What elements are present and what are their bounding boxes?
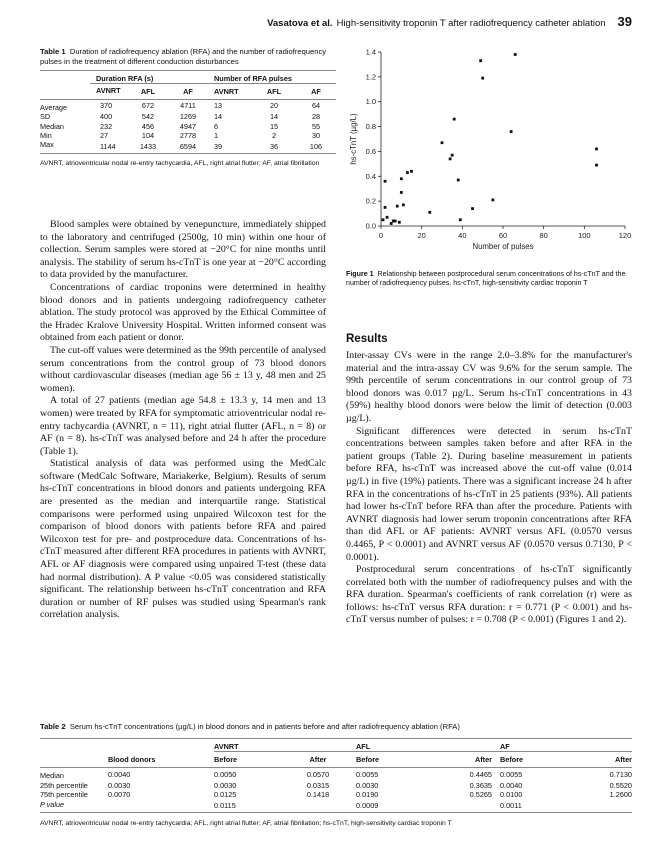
cell: 1144: [100, 141, 116, 151]
table2-col-header: After: [309, 755, 327, 765]
table1-col-header: AFL: [140, 86, 156, 96]
cell: 0.1418: [306, 790, 330, 800]
results-heading: Results: [346, 333, 388, 345]
scatter-point: [406, 171, 409, 174]
table2-col-header: Before: [500, 755, 524, 765]
figure1-scatter: [343, 44, 639, 264]
table2-col-header: Before: [214, 755, 238, 765]
cell: 0.0009: [356, 801, 379, 811]
cell: 106: [309, 141, 323, 151]
scatter-point: [428, 211, 431, 214]
x-tick-label: 40: [458, 231, 467, 240]
table1-caption: [40, 47, 336, 67]
row-label: P value: [40, 799, 65, 809]
cell: 0.0030: [356, 780, 379, 790]
y-axis-label: hs-cTnT (µg/L): [349, 113, 358, 165]
cell: 14: [269, 112, 279, 122]
cell: 0.0125: [214, 790, 237, 800]
cell: 14: [214, 112, 223, 122]
scatter-point: [514, 53, 517, 56]
row-label: Average: [40, 102, 68, 112]
table2-group-af: AF: [500, 739, 632, 752]
scatter-point: [400, 177, 403, 180]
table1-group-pulses: Number of RFA pulses: [208, 71, 336, 84]
scatter-point: [471, 207, 474, 210]
scatter-point: [410, 170, 413, 173]
figure1-caption-text: Relationship between postprocedural serum concentrations of hs-cTnT and the number of radiofrequency pulses. hs-cTnT, high-sensitivity cardiac troponin T: [346, 270, 626, 288]
row-label: Median: [40, 771, 64, 781]
row-label: 75th percentile: [40, 790, 88, 800]
table1-footnote: AVNRT, atrioventricular nodal re-entry tachycardia, AFL, right atrial flutter; AF, atrial fibrillation: [40, 159, 320, 167]
table-row: [40, 131, 336, 140]
cell: 15: [269, 121, 279, 131]
cell: 13: [214, 101, 223, 111]
paragraph: Blood samples were obtained by venepuncture, immediately shipped to the laboratory and centrifuged (2500g, 10 min) within one hour of collection. Serum samples were stored at −20°C for nine months until analysis. The stability of serum hs-cTnT is one year at −20°C according to data provided by the manufacturer.: [40, 219, 326, 281]
scatter-point: [390, 222, 393, 225]
cell: 0.0040: [108, 769, 131, 779]
y-tick-label: 0.2: [365, 196, 376, 206]
cell: 0.0055: [500, 769, 523, 779]
scatter-point: [481, 77, 484, 80]
cell: 0.0055: [356, 769, 379, 779]
page-number: 39: [617, 14, 632, 29]
cell: 0.3635: [469, 780, 492, 790]
cell: 0.0040: [500, 780, 523, 790]
scatter-point: [396, 205, 399, 208]
table-row: [40, 122, 336, 131]
cell: 64: [311, 101, 321, 111]
scatter-point: [384, 180, 387, 183]
scatter-point: [451, 154, 454, 157]
table2-col-header: Before: [356, 755, 380, 765]
cell: 1: [214, 131, 219, 141]
cell: 0.0050: [214, 769, 237, 779]
table2-caption: [40, 722, 632, 732]
cell: 400: [100, 112, 113, 122]
cell: 0.5265: [469, 790, 492, 800]
y-tick-label: 0.8: [365, 122, 376, 132]
table1-col-header: AVNRT: [96, 86, 121, 96]
figure1-label: Figure 1: [346, 270, 374, 278]
scatter-point: [449, 157, 452, 160]
scatter-point: [595, 164, 598, 167]
right-column: [346, 350, 632, 627]
cell: 0.7130: [609, 769, 632, 779]
y-tick-label: 1.4: [365, 47, 376, 57]
x-tick-label: 80: [539, 231, 548, 240]
cell: 672: [141, 101, 155, 111]
paragraph: The cut-off values were determined as the 99th percentile of analysed serum concentrations from the control group of 73 blood donors without cardiovascular diseases (median age 56 ± 13 y, 48 men and 25 women).: [40, 344, 326, 394]
row-label: SD: [40, 112, 51, 122]
cell: 6594: [179, 141, 197, 151]
table1: [40, 47, 336, 168]
cell: 28: [311, 112, 321, 122]
y-tick-label: 0.4: [365, 171, 376, 181]
paragraph: A total of 27 patients (median age 54.8 ± 13.3 y, 14 men and 13 women) were treated by RFA for symptomatic atrioventricular nodal re-entry tachycardia (AVNRT, n = 11), right atrial flutter (AFL, n = 8) or AF (n = 8). hs-cTnT was analysed before and 24 h after the procedure (Table 1).: [40, 395, 326, 457]
scatter-point: [459, 218, 462, 221]
table2-col-header: After: [614, 755, 632, 765]
x-tick-label: 60: [498, 231, 508, 240]
scatter-point: [400, 191, 403, 194]
cell: 370: [100, 101, 113, 111]
x-tick-label: 0: [378, 231, 384, 240]
cell: 0.4465: [469, 769, 492, 779]
cell: 0.0011: [500, 801, 522, 811]
scatter-point: [491, 199, 494, 202]
table2-grid: [40, 738, 632, 813]
header-title: High-sensitivity troponin T after radiofrequency catheter ablation: [336, 18, 606, 29]
table1-caption-text: Duration of radiofrequency ablation (RFA) and the number of radiofrequency pulses in the treatment of different conduction disturbances: [40, 47, 327, 66]
y-tick-label: 1.2: [365, 72, 376, 82]
running-header: [40, 14, 632, 32]
table2-group-afl: AFL: [356, 739, 500, 752]
cell: 6: [214, 121, 219, 131]
cell: 542: [141, 112, 155, 122]
cell: 0.0100: [500, 790, 523, 800]
cell: 4711: [180, 101, 196, 111]
paragraph: Significant differences were detected in serum hs-cTnT concentrations between samples taken before and after RFA in the patient groups (Table 2). During baseline measurement in patients before RFA, hs-cTnT was increased above the cut-off value (0.014 µg/L) in five (19%) patients. There was a significant increase 24 h after RFA in the concentrations of hs-cTnT in 25 patients (93%). All patients had lower hs-cTnT before RFA than after the procedure. Patients with AVNRT diagnosis had lower serum troponin concentrations after RFA than did AFL or AF patients: AVNRT versus AFL (0.0570 versus 0.4465, P < 0.0001) and AVNRT versus AF (0.0570 versus 0.7130, P < 0.0001).: [346, 425, 632, 563]
cell: 456: [141, 121, 155, 131]
row-label: Max: [40, 140, 54, 150]
cell: 0.0570: [306, 769, 330, 779]
table-row: [40, 99, 336, 112]
paragraph: Inter-assay CVs were in the range 2.0–3.8% for the manufacturer's material and the intra-assay CV was 9.6% for the serum sample. The 99th percentile of serum concentrations in our control group of 73 blood donors was 0.017 µg/L. Serum hs-cTnT concentrations in 43 (59%) healthy blood donors were below the limit of detection (0.003 µg/L).: [346, 350, 632, 424]
cell: 30: [311, 131, 321, 141]
paragraph: Postprocedural serum concentrations of hs-cTnT significantly correlated both with the number of radiofrequency pulses and with the RFA duration. Spearman's coefficients of rank correlation (r) were as follows: hs-cTnT versus RFA duration: r = 0.771 (P < 0.001) and hs-cTnT versus number of pulses: r = 0.708 (P < 0.001) (Figures 1 and 2).: [346, 564, 632, 626]
cell: [426, 800, 500, 813]
figure1-caption: [346, 270, 634, 289]
table2-footnote: AVNRT, atrioventricular nodal re-entry tachycardia; AFL, right atrial flutter; AF, atrial fibrillation; hs-cTnT, high-sensitivity cardiac troponin T: [40, 819, 452, 827]
table1-group-duration: Duration RFA (s): [90, 71, 208, 84]
cell: 27: [100, 131, 109, 141]
cell: 55: [311, 121, 321, 131]
x-axis-label: Number of pulses: [472, 242, 534, 251]
cell: 0.5520: [609, 780, 632, 790]
table1-col-header: AVNRT: [214, 86, 239, 96]
table2-label: Table 2: [40, 722, 66, 731]
cell: 20: [269, 101, 279, 111]
table-row: [40, 800, 632, 813]
cell: 2778: [179, 131, 197, 141]
scatter-point: [479, 59, 482, 62]
y-tick-label: 0.6: [365, 146, 376, 156]
scatter-point: [595, 148, 598, 151]
table2-group-avnrt: AVNRT: [214, 739, 356, 752]
row-label: Median: [40, 121, 64, 131]
scatter-point: [510, 130, 513, 133]
left-column: [40, 219, 326, 622]
table-row: [40, 781, 632, 790]
table1-col-header: AF: [183, 86, 193, 96]
cell: [108, 800, 214, 813]
table-row: [40, 790, 632, 799]
table1-col-header: AF: [311, 86, 321, 96]
cell: 0.0115: [214, 801, 236, 811]
y-tick-label: 1.0: [365, 97, 376, 107]
scatter-point: [453, 118, 456, 121]
cell: 0.0070: [108, 790, 131, 800]
scatter-point: [384, 206, 387, 209]
paragraph: Statistical analysis of data was performed using the MedCalc software (MedCalc Software, Mariakerke, Belgium). Results of serum hs-cTnT concentrations in blood donors and patients undergoing RFA are presented as the median and interquartile range. Statistical comparisons were performed using unpaired Wilcoxon test for the comparison of blood donors with patients before RFA and paired Wilcoxon test for pre- and postprocedure data. Concentrations of hs-cTnT measured after different RFA procedures in patients with AVNRT, AFL or AF diagnosis were compared using unpaired T-test (these data had normal distribution). A P value <0.05 was considered statistically significant. The relationship between hs-cTnT concentration and RFA duration or number of RF pulses was studied using Spearman's rank correlation analysis.: [40, 458, 326, 621]
table2-col-header: Blood donors: [108, 754, 156, 764]
x-tick-label: 20: [417, 231, 426, 240]
scatter-point: [382, 218, 385, 221]
table2: [40, 722, 632, 828]
cell: 2: [271, 131, 277, 141]
cell: 39: [214, 141, 223, 151]
table-row: [40, 140, 336, 153]
table-row: [40, 112, 336, 121]
scatter-point: [457, 179, 460, 182]
cell: 104: [141, 131, 155, 141]
paragraph: Concentrations of cardiac troponins were determined in healthy blood donors and in patients undergoing radiofrequency catheter ablation. The study protocol was approved by the Ethical Committee of the Hradec Kralove University Hospital. Written informed consent was obtained from each patient or donor.: [40, 281, 326, 344]
row-label: Min: [40, 131, 52, 141]
cell: 0.0030: [108, 780, 131, 790]
header-authors: Vasatova et al.: [267, 18, 333, 29]
y-tick-label: 0.0: [365, 221, 376, 231]
x-tick-label: 100: [578, 231, 591, 240]
table2-col-header: After: [474, 755, 492, 765]
scatter-point: [441, 141, 444, 144]
cell: 232: [100, 121, 113, 131]
cell: 0.0190: [356, 790, 379, 800]
x-tick-label: 120: [618, 231, 632, 240]
scatter-point: [398, 221, 401, 224]
table2-caption-text: Serum hs-cTnT concentrations (µg/L) in blood donors and in patients before and after radiofrequency ablation (RFA): [69, 722, 460, 731]
table1-grid: [40, 70, 336, 154]
table-row: [40, 768, 632, 781]
cell: 1.2600: [609, 790, 632, 800]
cell: 1269: [179, 112, 197, 122]
row-label: 25th percentile: [40, 780, 88, 790]
cell: 4947: [179, 121, 197, 131]
cell: 0.0030: [214, 780, 237, 790]
cell: [280, 800, 356, 813]
scatter-point: [394, 220, 397, 223]
cell: 0.0315: [306, 780, 330, 790]
scatter-point: [386, 216, 389, 219]
cell: 1433: [139, 141, 157, 151]
cell: [568, 800, 632, 813]
scatter-point: [402, 203, 405, 206]
table1-col-header: AFL: [266, 86, 282, 96]
cell: 36: [269, 141, 279, 151]
table1-label: Table 1: [40, 47, 66, 56]
